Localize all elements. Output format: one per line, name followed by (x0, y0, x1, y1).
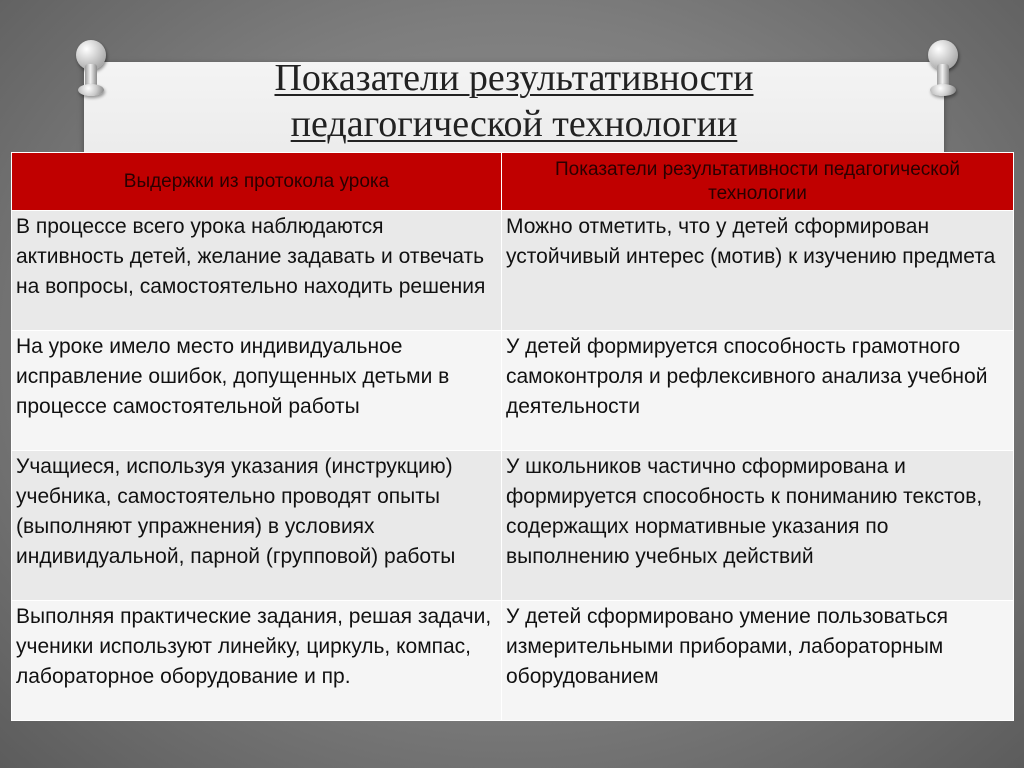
cell-excerpt: В процессе всего урока наблюдаются активность детей, желание задавать и отвечать на вопросы, самостоятельно находить решения (12, 211, 502, 331)
cell-indicator: Можно отметить, что у детей сформирован устойчивый интерес (мотив) к изучению предмета (502, 211, 1014, 331)
cell-indicator: У детей сформировано умение пользоваться измерительными приборами, лабораторным оборудованием (502, 601, 1014, 721)
slide-title-line1: Показатели результативности (274, 57, 754, 99)
cell-excerpt: Учащиеся, используя указания (инструкцию) учебника, самостоятельно проводят опыты (выполняют упражнения) в условиях индивидуальной, парной (групповой) работы (12, 451, 502, 601)
cell-indicator: У детей формируется способность грамотного самоконтроля и рефлексивного анализа учебной деятельности (502, 331, 1014, 451)
table-header-row (12, 153, 1014, 211)
results-table (11, 152, 1014, 721)
cell-indicator: У школьников частично сформирована и формируется способность к пониманию текстов, содержащих нормативные указания по выполнению учебных действий (502, 451, 1014, 601)
table-row (12, 331, 1014, 451)
cell-excerpt: Выполняя практические задания, решая задачи, ученики используют линейку, циркуль, компас, лабораторное оборудование и пр. (12, 601, 502, 721)
table-row (12, 601, 1014, 721)
table-row (12, 211, 1014, 331)
slide-title (84, 55, 944, 147)
table-row (12, 451, 1014, 601)
header-excerpts: Выдержки из протокола урока (12, 153, 502, 211)
header-indicators: Показатели результативности педагогической технологии (502, 153, 1014, 211)
slide-title-line2: педагогической технологии (290, 103, 738, 145)
cell-excerpt: На уроке имело место индивидуальное исправление ошибок, допущенных детьми в процессе самостоятельной работы (12, 331, 502, 451)
